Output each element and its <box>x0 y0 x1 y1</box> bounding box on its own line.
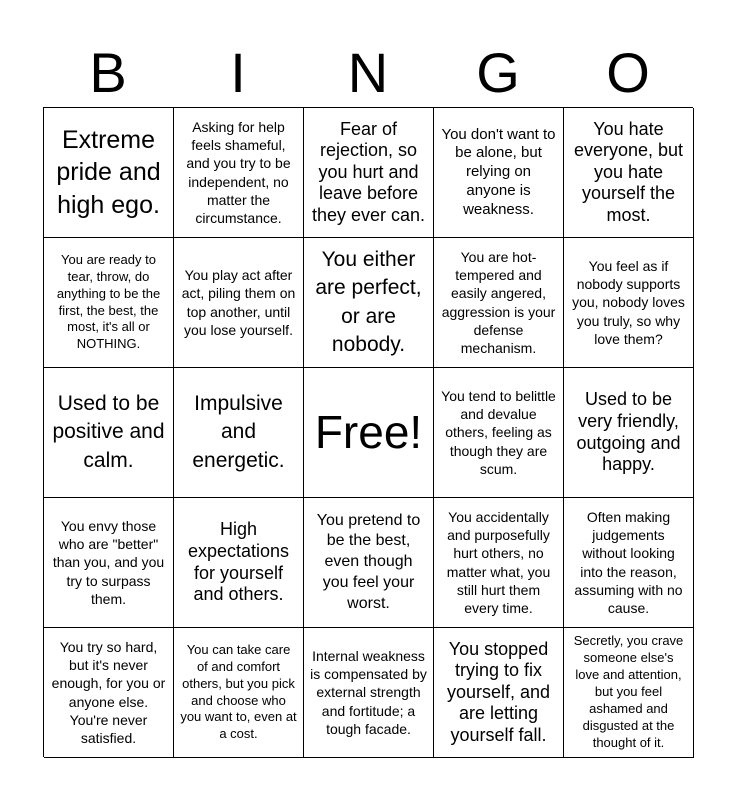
bingo-cell-r4-c2[interactable] <box>174 498 304 628</box>
bingo-cell-r3-c5[interactable] <box>564 368 694 498</box>
cell-text: You try so hard, but it's never enough, for you or anyone else. You're never satisfied. <box>51 638 166 746</box>
bingo-cell-r3-c1[interactable] <box>44 368 174 498</box>
bingo-cell-r2-c3[interactable] <box>304 238 434 368</box>
cell-text: Used to be positive and calm. <box>52 391 165 472</box>
bingo-cell-r3-c4[interactable] <box>434 368 564 498</box>
cell-text: You either are perfect, or are nobody. <box>315 247 422 356</box>
cell-text: Asking for help feels shameful, and you try to be independent, no matter the circumstance. <box>186 118 291 226</box>
cell-text: Secretly, you crave someone else's love and attention, but you feel ashamed and disgusted at the thought of it. <box>573 633 684 750</box>
bingo-cell-r4-c4[interactable] <box>434 498 564 628</box>
header-letter-g: G <box>476 41 520 104</box>
cell-text: You play act after act, piling them on top another, until you lose yourself. <box>181 267 296 338</box>
cell-text: You are ready to tear, throw, do anything to be the first, the best, the most, it's all or NOTHING. <box>56 251 161 352</box>
bingo-cell-r5-c5[interactable] <box>564 628 694 758</box>
bingo-header <box>43 40 693 106</box>
bingo-cell-r4-c3[interactable] <box>304 498 434 628</box>
cell-text: Impulsive and energetic. <box>192 391 285 472</box>
header-letter-n: N <box>347 41 389 104</box>
cell-text: Internal weakness is compensated by external strength and fortitude; a tough facade. <box>310 648 427 737</box>
bingo-cell-r5-c1[interactable] <box>44 628 174 758</box>
cell-text: You can take care of and comfort others, but you pick and choose who you want to, even at a cost. <box>180 641 297 742</box>
cell-text: You don't want to be alone, but relying on anyone is weakness. <box>441 125 556 218</box>
bingo-cell-r2-c2[interactable] <box>174 238 304 368</box>
cell-text: Often making judgements without looking into the reason, assuming with no cause. <box>574 508 683 616</box>
cell-text: You envy those who are "better" than you, and you try to surpass them. <box>52 518 165 607</box>
header-letter-o: O <box>606 41 650 104</box>
bingo-cell-r4-c5[interactable] <box>564 498 694 628</box>
cell-text: Used to be very friendly, outgoing and happy. <box>576 389 681 475</box>
cell-text: You feel as if nobody supports you, nobody loves you truly, so why love them? <box>572 258 685 347</box>
free-space-text: Free! <box>314 406 423 459</box>
bingo-cell-r5-c4[interactable] <box>434 628 564 758</box>
bingo-cell-r2-c1[interactable] <box>44 238 174 368</box>
bingo-cell-r4-c1[interactable] <box>44 498 174 628</box>
cell-text: You stopped trying to fix yourself, and are letting yourself fall. <box>446 638 551 745</box>
cell-text: You are hot-tempered and easily angered, aggression is your defense mechanism. <box>441 248 556 356</box>
cell-text: Extreme pride and high ego. <box>56 125 161 219</box>
bingo-cell-free-space[interactable] <box>304 368 434 498</box>
bingo-cell-r1-c1[interactable] <box>44 108 174 238</box>
bingo-cell-r5-c3[interactable] <box>304 628 434 758</box>
bingo-card-grid <box>43 107 693 757</box>
cell-text: You pretend to be the best, even though you feel your worst. <box>316 511 421 612</box>
header-letter-b: B <box>89 41 127 104</box>
bingo-cell-r3-c2[interactable] <box>174 368 304 498</box>
bingo-cell-r1-c3[interactable] <box>304 108 434 238</box>
cell-text: You accidentally and purposefully hurt others, no matter what, you still hurt them every time. <box>446 508 551 616</box>
cell-text: High expectations for yourself and others. <box>187 519 290 605</box>
bingo-cell-r1-c2[interactable] <box>174 108 304 238</box>
bingo-cell-r2-c4[interactable] <box>434 238 564 368</box>
cell-text: You tend to belittle and devalue others, feeling as though they are scum. <box>441 388 556 477</box>
cell-text: You hate everyone, but you hate yourself the most. <box>573 118 684 225</box>
bingo-cell-r2-c5[interactable] <box>564 238 694 368</box>
bingo-cell-r5-c2[interactable] <box>174 628 304 758</box>
bingo-cell-r1-c4[interactable] <box>434 108 564 238</box>
bingo-cell-r1-c5[interactable] <box>564 108 694 238</box>
cell-text: Fear of rejection, so you hurt and leave before they ever can. <box>311 118 426 225</box>
header-letter-i: I <box>230 41 246 104</box>
